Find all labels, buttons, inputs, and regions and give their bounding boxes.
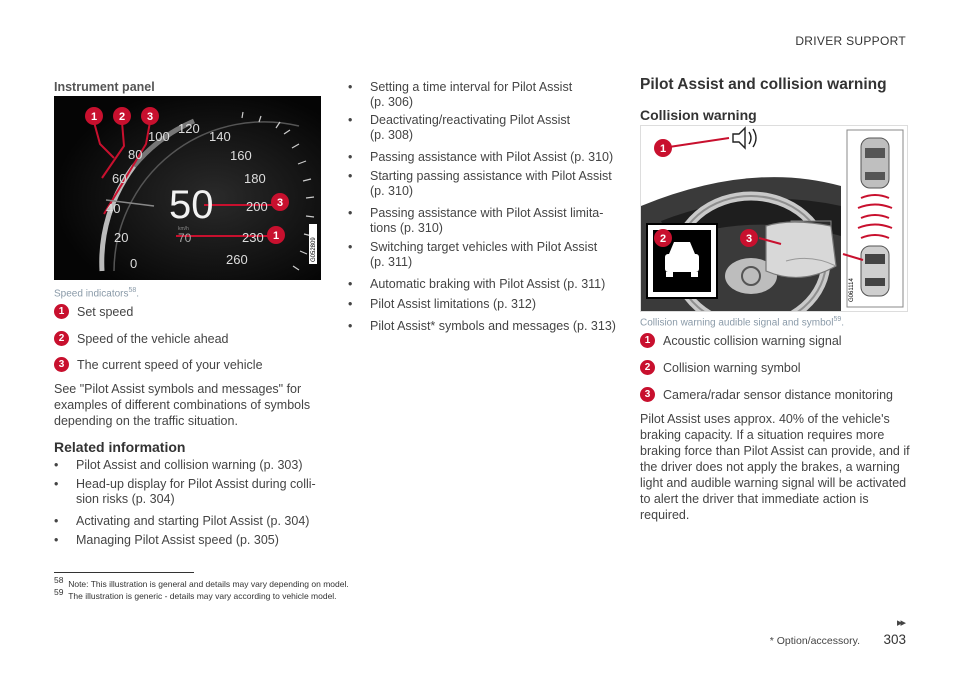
related-link[interactable]: • Automatic braking with Pilot Assist (p. 311): [348, 277, 606, 291]
section-heading-pilot-assist: Pilot Assist and collision warning: [640, 76, 887, 93]
speed-unit: km/h: [178, 226, 189, 232]
scale-label: 200: [246, 199, 268, 214]
related-link[interactable]: • Setting a time interval for Pilot Assist (p. 306): [348, 80, 573, 109]
callout-badge: 1: [659, 143, 667, 155]
scale-label: 0: [130, 256, 138, 271]
speedometer-graphic: [54, 96, 321, 280]
next-page-arrows-icon[interactable]: ▸▸: [896, 617, 904, 629]
scale-label: 40: [106, 201, 121, 216]
related-link[interactable]: • Pilot Assist limitations (p. 312): [348, 297, 537, 311]
legend-item: 3 The current speed of your vehicle: [54, 358, 263, 372]
callout-badge: 2: [659, 233, 667, 245]
image-code: G052809: [311, 237, 317, 262]
related-link[interactable]: • Passing assistance with Pilot Assist limita- tions (p. 310): [348, 206, 604, 235]
related-link[interactable]: • Activating and starting Pilot Assist (p. 304): [54, 514, 310, 528]
footnote: $^{58}$ Note: This illustration is general and details may vary depending on model.: [54, 575, 349, 589]
number-badge: 1: [640, 333, 655, 348]
subheading-collision-warning: Collision warning: [640, 107, 757, 123]
number-badge: 3: [54, 357, 69, 372]
option-accessory-note: * Option/accessory.: [769, 635, 860, 647]
related-link[interactable]: • Starting passing assistance with Pilot Assist (p. 310): [348, 169, 612, 198]
related-link[interactable]: • Head-up display for Pilot Assist during colli- sion risks (p. 304): [54, 477, 316, 506]
legend-item: 1 Acoustic collision warning signal: [640, 334, 842, 348]
callout-badge: 2: [118, 111, 126, 123]
number-badge: 2: [640, 360, 655, 375]
callout-badge: 3: [276, 197, 284, 209]
scale-label: 260: [226, 252, 248, 267]
number-badge: 1: [54, 304, 69, 319]
image-code: G061114: [849, 278, 855, 302]
number-badge: 2: [54, 331, 69, 346]
figure-caption: Collision warning audible signal and symbol$^{59}$.: [640, 316, 845, 329]
page-number: 303: [883, 632, 906, 647]
scale-label: 230: [242, 230, 264, 245]
section-heading-instrument-panel: Instrument panel: [54, 80, 155, 94]
running-header: DRIVER SUPPORT: [795, 34, 906, 48]
legend-item: 2 Collision warning symbol: [640, 361, 801, 375]
callout-badge: 1: [272, 230, 280, 242]
legend-item: 3 Camera/radar sensor distance monitoring: [640, 388, 893, 402]
scale-label: 80: [128, 147, 143, 162]
legend-item: 1 Set speed: [54, 305, 133, 319]
scale-label: 20: [114, 230, 129, 245]
scale-label: 100: [148, 129, 170, 144]
callout-badge: 1: [90, 111, 98, 123]
callout-badge: 3: [146, 111, 154, 123]
legend-item: 2 Speed of the vehicle ahead: [54, 332, 229, 346]
scale-label: 140: [209, 129, 231, 144]
related-link[interactable]: • Managing Pilot Assist speed (p. 305): [54, 533, 279, 547]
speaker-icon: [733, 128, 756, 148]
scale-label: 160: [230, 148, 252, 163]
speedometer-illustration: [54, 96, 321, 280]
secondary-speed-readout: 70: [178, 231, 192, 245]
body-paragraph: Pilot Assist uses approx. 40% of the vehicle's braking capacity. If a situation requires more braking force than Pilot Assist can provide, and if the driver does not apply the brakes, a warning light and audible warning signal will be activated to alert the driver that immediate action is required.: [640, 412, 910, 522]
related-information-heading: Related information: [54, 439, 186, 455]
scale-label: 180: [244, 171, 266, 186]
figure-caption: Speed indicators$^{58}$.: [54, 287, 140, 300]
scale-label: 60: [112, 171, 127, 186]
related-link[interactable]: • Passing assistance with Pilot Assist (p. 310): [348, 150, 614, 164]
footnote: $^{59}$ The illustration is generic - details may vary according to vehicle model.: [54, 587, 337, 601]
current-speed-readout: 50: [169, 183, 214, 227]
related-link[interactable]: • Switching target vehicles with Pilot Assist (p. 311): [348, 240, 598, 269]
related-link[interactable]: • Pilot Assist and collision warning (p. 303): [54, 458, 303, 472]
body-paragraph: See "Pilot Assist symbols and messages" for examples of different combinations of symbols depending on the traffic situation.: [54, 382, 311, 428]
footnote-divider: [54, 572, 194, 573]
related-link[interactable]: • Deactivating/reactivating Pilot Assist (p. 308): [348, 113, 571, 142]
number-badge: 3: [640, 387, 655, 402]
related-link[interactable]: • Pilot Assist* symbols and messages (p. 313): [348, 319, 616, 333]
collision-warning-graphic: [641, 126, 907, 311]
callout-badge: 3: [745, 233, 753, 245]
collision-warning-illustration: [640, 125, 908, 312]
scale-label: 120: [178, 121, 200, 136]
